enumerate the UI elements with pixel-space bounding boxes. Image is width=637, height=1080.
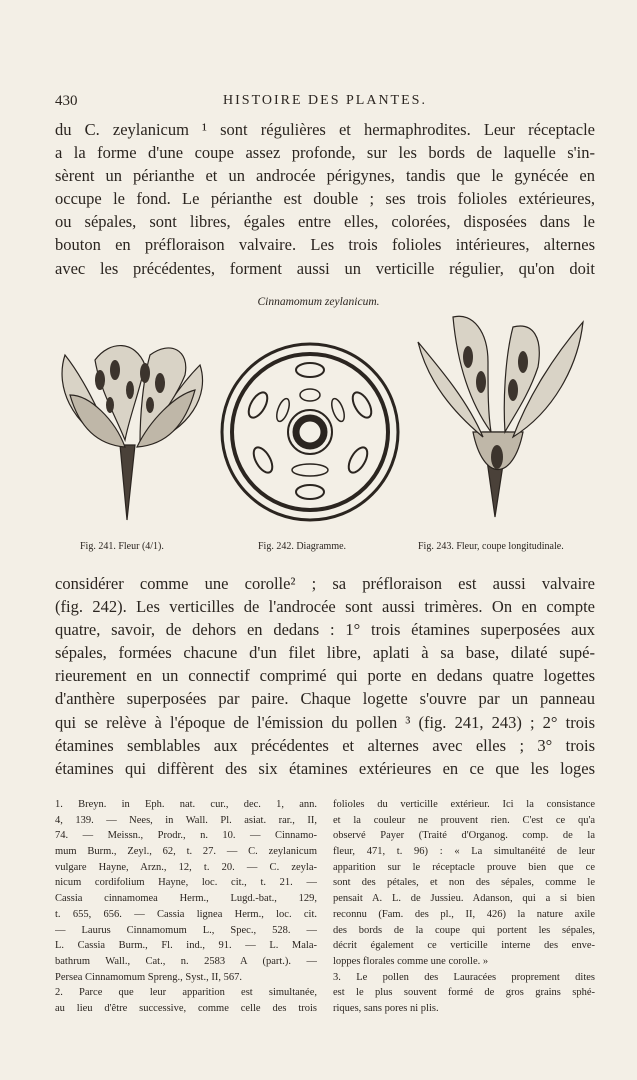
floral-diagram bbox=[218, 340, 403, 525]
flower-illustration bbox=[55, 335, 210, 525]
footnote-line: — Laurus Cinnamomum L., Spec., 528. — bbox=[55, 924, 317, 936]
footnote-line: et la couleur ne prouvent rien. C'est ce qu'a bbox=[333, 814, 595, 826]
footnote-line: est le plus souvent formé de gros grains sphé- bbox=[333, 987, 595, 999]
footnote-line: mum Burm., Zeyl., 62, t. 27. — C. zeylanicum bbox=[55, 846, 317, 858]
text-line: occupe le fond. Le périanthe est double ; ses trois folioles extérieures, bbox=[55, 189, 595, 209]
text-line: a la forme d'une coupe assez profonde, sur les bords de laquelle s'in- bbox=[55, 143, 595, 163]
footnote-line: 2. Parce que leur apparition est simultanée, bbox=[55, 987, 317, 999]
text-line: quatre, savoir, de dehors en dedans : 1° trois étamines superposées aux bbox=[55, 620, 595, 640]
text-line: étamines qui diffèrent des six étamines extérieures en ce que les loges bbox=[55, 758, 595, 778]
flower-section-illustration bbox=[413, 312, 588, 527]
footnote-line: loppes florales comme une corolle. » bbox=[333, 955, 489, 967]
footnote-line: L. Cassia Burm., Fl. ind., 91. — L. Mala- bbox=[55, 940, 317, 952]
page-header bbox=[55, 93, 595, 113]
footnote-line: 74. — Meissn., Prodr., n. 10. — Cinnamo- bbox=[55, 830, 317, 842]
footnote-line: des bords de la coupe qui portent les sépales, bbox=[333, 924, 595, 936]
text-line: sèrent un périanthe et un androcée périgynes, tandis que le gynécée en bbox=[55, 166, 595, 186]
text-line: qui se relève à l'époque de l'émission du pollen ³ (fig. 241, 243) ; 2° trois bbox=[55, 712, 595, 732]
footnote-line: folioles du verticille extérieur. Ici la consistance bbox=[333, 799, 595, 810]
figure-caption: Fig. 243. Fleur, coupe longitudinale. bbox=[418, 541, 564, 552]
footnote-line: 1. Breyn. in Eph. nat. cur., dec. 1, ann. bbox=[55, 799, 317, 810]
footnote-line: vulgare Hayne, Arzn., 12, t. 20. — C. zeyla- bbox=[55, 861, 317, 873]
paragraph-top bbox=[55, 118, 595, 280]
paragraph-bottom bbox=[55, 572, 595, 780]
footnotes-right-column bbox=[333, 797, 595, 1017]
text-line: d'anthère superposées par paire. Chaque logette s'ouvre par un panneau bbox=[55, 689, 595, 709]
text-line: (fig. 242). Les verticilles de l'androcée sont aussi trimères. On en compte bbox=[55, 597, 595, 617]
footnote-line: reconnu (Fam. des pl., II, 426) la nature axile bbox=[333, 908, 595, 920]
footnote-line: nicum cordifolium Hayne, loc. cit., t. 21. — bbox=[55, 877, 317, 889]
figure-caption: Fig. 241. Fleur (4/1). bbox=[80, 541, 164, 552]
footnotes-left-column bbox=[55, 797, 317, 1017]
running-title: HISTOIRE DES PLANTES. bbox=[223, 93, 427, 108]
footnote-line: fleur, 471, t. 96) : « La simultanéité de leur bbox=[333, 846, 595, 858]
text-line: étamines semblables aux précédentes et alternes avec elles ; 3° trois bbox=[55, 735, 595, 755]
figure-caption: Fig. 242. Diagramme. bbox=[258, 541, 347, 552]
footnote-line: 3. Le pollen des Lauracées proprement dites bbox=[333, 971, 595, 983]
text-line: bouton en préfloraison valvaire. Les trois folioles intérieures, alternes bbox=[55, 235, 595, 255]
footnote-line: sont des pétales, et non des sépales, comme le bbox=[333, 877, 595, 889]
footnote-line: Cassia cinnamomea Herm., Lugd.-bat., 129, bbox=[55, 893, 317, 905]
footnote-line: riques, sans pores ni plis. bbox=[333, 1002, 439, 1014]
footnote-line: pensait A. L. de Jussieu. Adanson, qui a si bien bbox=[333, 893, 595, 905]
text-line: sépales, formées chacune d'un filet libre, aplati à sa base, dilaté supé- bbox=[55, 643, 595, 663]
text-line: ou sépales, sont libres, égales entre elles, colorées, disposées dans le bbox=[55, 212, 595, 232]
footnote-line: apparition sur le réceptacle prouve bien que ce bbox=[333, 861, 595, 873]
text-line: avec les précédentes, forment aussi un verticille régulier, qu'on doit bbox=[55, 258, 595, 278]
footnote-line: t. 655, 656. — Cassia lignea Herm., loc. cit. bbox=[55, 908, 317, 920]
footnote-line: au lieu d'être successive, comme celle des trois bbox=[55, 1002, 317, 1014]
footnote-line: 4, 139. — Nees, in Wall. Pl. asiat. rar., II, bbox=[55, 814, 317, 826]
text-line: rieurement en un connectif comprimé qui porte en dedans quatre logettes bbox=[55, 666, 595, 686]
footnote-line: décrit également ce verticille interne des enve- bbox=[333, 940, 595, 952]
page-number: 430 bbox=[55, 93, 78, 109]
text-line: du C. zeylanicum ¹ sont régulières et hermaphrodites. Leur réceptacle bbox=[55, 120, 595, 139]
footnote-line: observé Payer (Traité d'Organog. comp. de la bbox=[333, 830, 595, 842]
text-line: considérer comme une corolle² ; sa préfloraison est aussi valvaire bbox=[55, 574, 595, 593]
figure-title: Cinnamomum zeylanicum. bbox=[257, 296, 380, 308]
footnote-line: Persea Cinnamomum Spreng., Syst., II, 567. bbox=[55, 971, 242, 983]
footnote-line: bathrum Wall., Cat., n. 2583 A (part.). — bbox=[55, 955, 317, 967]
